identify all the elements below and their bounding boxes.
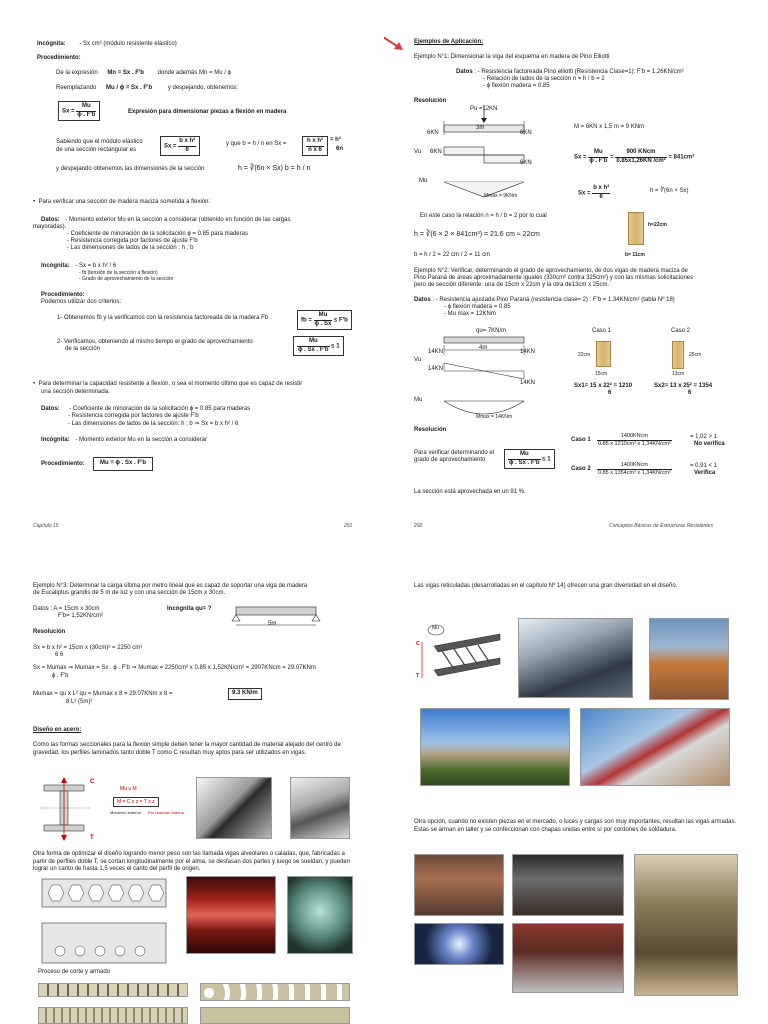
building-photo	[649, 618, 729, 700]
sx-rect-box	[160, 136, 200, 156]
fraction	[597, 433, 672, 448]
cutting-strip-photo-2	[38, 1007, 188, 1024]
caso2-label: Caso 2	[571, 466, 591, 472]
text: - Momento exterior Mu en la sección a considerar	[75, 437, 208, 443]
mmax-label: Mmax = 9KNm	[484, 193, 518, 199]
beam-diagram-2	[424, 333, 574, 423]
caso2-title: Caso 2	[671, 328, 691, 334]
red-arrow-icon	[384, 28, 410, 53]
incognita-text: - Sx cm³ (módulo resistente elástico)	[79, 41, 177, 47]
num: 1400KNcm	[597, 433, 672, 441]
mu-label: Mu	[419, 178, 428, 184]
built-up-girder-photo	[634, 854, 738, 996]
label: Incógnita:	[41, 263, 70, 269]
i-beams-photo	[290, 777, 350, 839]
workshop-photo-2	[512, 854, 624, 916]
text: - Momento exterior Mu en la sección a considerar (obtenido en función de las cargas	[65, 217, 291, 223]
red-truss-canopy-photo	[580, 708, 730, 786]
page-293	[0, 545, 384, 1024]
footer-page-number: 292	[414, 523, 423, 529]
procedimiento-heading: Procedimiento:	[37, 55, 81, 61]
bullet-text: Para verificar una sección de madera maciza sometida a flexión:	[38, 199, 211, 205]
sx-formula-box	[58, 101, 100, 121]
assembled-strip-photo-2	[200, 1007, 350, 1024]
vu2-left: 14KN	[428, 366, 444, 372]
alveolar-beam-photo	[287, 876, 353, 954]
expression-row-2	[56, 85, 238, 93]
datos-1	[41, 217, 290, 225]
sx2-den: 6	[688, 390, 692, 396]
label-ext: Momento exterior	[110, 810, 142, 815]
ejemplo-3a: Ejemplo N°3: Determinar la carga última por metro lineal que es capaz de soportar una viga de madera	[33, 583, 308, 589]
num: b x h²	[178, 138, 196, 147]
result: = 841cm³	[668, 154, 695, 161]
fraction	[508, 451, 541, 467]
datos-area: Datos : A = 15cm x 30cm	[33, 606, 100, 612]
truss-diagram	[414, 618, 504, 698]
h3-box	[302, 136, 328, 156]
procedimiento-2: Procedimiento:	[41, 292, 85, 298]
den: 0.85x1,26KN /cm²	[616, 157, 666, 164]
verificar-a: Para verificar determinando el	[414, 450, 495, 456]
fb-box	[297, 310, 352, 330]
incognita-label: Incógnita:	[37, 41, 66, 47]
criterio-2a: 2- Verificamos, obteniendo al mismo tiempo el grado de aprovechamiento	[57, 339, 253, 345]
reticuladas-intro: Las vigas reticuladas (desarrolladas en el capítulo Nº 14) ofrecen una gran diversidad en el diseño.	[414, 583, 678, 589]
page-292	[384, 0, 768, 540]
den: ϕ . Sx	[314, 320, 332, 327]
h-from: h = ∛(6n × Sx)	[650, 188, 689, 194]
expresion-caption: Expresión para dimensionar piezas a flexión en madera	[128, 109, 287, 115]
fraction	[597, 462, 672, 477]
page-294	[384, 545, 768, 1024]
sx2-line: Sx = Mumax ⇒ Mumax = Sx . ϕ . F'b ⇒ Mumax = 2250cm³ x 0.85 x 1,52KN/cm² = 2907KNcm = 29.07KNm	[33, 665, 316, 671]
caso1-title: Caso 1	[592, 328, 612, 334]
fraction	[314, 312, 333, 328]
truss-label-t: T	[416, 673, 420, 679]
criterio-2b: de la sección	[65, 346, 101, 352]
c1b-label: 15cm	[595, 371, 608, 377]
label-m: M = C x z = T x z	[113, 797, 159, 807]
proc3-formula-box: Mu = ϕ . Sx . F'b	[93, 457, 153, 471]
sx-label: Sx =	[164, 143, 177, 150]
procedimiento-2-sub: Podemos utilizar dos criterios:	[41, 299, 122, 305]
sx1-formula: Sx1= 15 x 22² = 1210	[574, 383, 633, 389]
den: ϕ . F'b	[589, 157, 608, 164]
d3c: - Las dimensiones de lados de la sección: h ; b ⇒ Sx = b x h² / 6	[68, 421, 239, 427]
num: 900 KNcm	[615, 149, 666, 158]
reaction-right: 6KN	[520, 130, 532, 136]
fraction	[588, 149, 608, 165]
den: 0.85 x 1354cm³ x 1,34KN/cm²	[598, 469, 671, 476]
le: ≤ F'b	[334, 317, 348, 324]
label: Datos	[414, 297, 431, 303]
le: ≤ 1	[542, 456, 551, 463]
ejemplos-title: Ejemplos de Aplicación:	[414, 39, 484, 45]
num: b x h²	[592, 185, 610, 194]
wood-section-caso1	[596, 341, 611, 367]
truss-label-mu: Mu	[432, 625, 439, 631]
text: y despejando, obtenemos:	[167, 85, 239, 91]
m-calc: M = 6KN x 1,5 m = 9 KNm	[574, 124, 645, 130]
despejando-text: y despejando obtenemos las dimensiones de la sección	[56, 166, 205, 172]
d3: - ϕ flexión madera = 0.85	[483, 83, 550, 89]
i-beam-diagram	[38, 777, 98, 847]
assembled-strip-photo-1	[200, 983, 350, 1001]
truss-label-c: C	[416, 641, 420, 647]
vu-label: Vu	[414, 149, 422, 155]
sx2-line-den: ϕ . F'b	[52, 673, 69, 679]
sx1-den: 6	[608, 390, 612, 396]
bullet-text: Para determinar la capacidad resistente a flexión, o sea el momento último que es capaz de resistir	[38, 381, 303, 387]
station-photo	[420, 708, 570, 786]
text: - Coeficiente de minoración de la solicitación ϕ = 0.85 para maderas	[69, 406, 251, 412]
wood-section-caso2	[672, 341, 684, 369]
sx-bh	[578, 185, 610, 201]
incognita-grado: - Grado de aprovechamiento de la sección	[79, 276, 174, 282]
caso2-verdict: Verifica	[694, 470, 716, 476]
den: ϕ . F'b	[77, 111, 96, 118]
vu2-right: 14KN	[520, 380, 536, 386]
label-c: C	[90, 779, 95, 785]
ejemplo-2b: Pino Paraná de áreas aproximadamente iguales (330cm² contra 325cm²) y con las mismas solicitaciones	[414, 275, 694, 281]
den: n x 6	[308, 146, 322, 153]
incognita-qu: Incógnita qu= ?	[167, 606, 212, 612]
footer-book-title: Conceptos Básicos de Estructuras Resistentes	[609, 523, 713, 529]
mu-line: Mumax = qu x L² qu = Mumax x 8 = 29.07KNm x 8 =	[33, 691, 173, 697]
caso2-fraction	[597, 462, 672, 477]
grado-box	[293, 336, 344, 356]
bullet-dot: •	[33, 381, 39, 387]
num: Mu	[297, 338, 330, 347]
vu-left: 6KN	[430, 149, 442, 155]
c1h-label: 22cm	[578, 352, 591, 358]
grado-box-2	[504, 449, 555, 469]
steel-profiles-photo	[196, 777, 272, 839]
text: De la expresión	[56, 70, 98, 76]
formula: Mu / ϕ = Sx . F'b	[106, 85, 153, 91]
h3-den: 6n	[336, 146, 344, 152]
num: 1400KNcm	[597, 462, 672, 470]
text: : - Resistencia factoreada Pino elliotti (Resistencia Clase=1): F'b = 1,26KN/cm²	[474, 69, 684, 75]
conclusion: La sección está aprovechada en un 91 %.	[414, 489, 526, 495]
caso1-fraction	[597, 433, 672, 448]
span3-label: 5m	[268, 621, 277, 627]
lhs: Sx =	[578, 190, 591, 197]
span-label: 3m	[476, 125, 485, 131]
label: Procedimiento:	[41, 461, 85, 467]
fraction	[306, 138, 324, 154]
caso1-label: Caso 1	[571, 437, 591, 443]
r2-left: 14KN	[428, 349, 444, 355]
den: 0.85 x 1210cm³ x 1,34KN/cm²	[598, 440, 671, 447]
vu-right: 6KN	[520, 160, 532, 166]
h22-label: h=22cm	[648, 222, 667, 228]
fraction	[592, 185, 610, 201]
b-result: b = h / 2 = 22 cm / 2 = 11 cm	[414, 252, 491, 258]
reaction-left: 6KN	[427, 130, 439, 136]
caso1-result: = 1,02 > 1	[690, 434, 718, 440]
sx2-formula: Sx2= 13 x 25² = 1354	[654, 383, 713, 389]
pu-label: Pu =12KN	[470, 106, 498, 112]
welded-plates-photo	[512, 923, 624, 993]
mu2-label: Mu	[414, 397, 423, 403]
page-291	[0, 0, 384, 540]
h-formula: h = ∛(6n × Sx) b = h / n	[238, 165, 311, 172]
resolucion-3: Resolución	[33, 629, 66, 635]
mmax2-label: Mmax = 14KNm	[476, 414, 512, 420]
formula: Mn = Sx . F'b	[107, 70, 144, 76]
fraction	[178, 138, 196, 154]
datos-4: - Las dimensiones de lados de la sección : h ; b	[67, 245, 194, 251]
den: 6	[599, 193, 603, 200]
num: Mu	[508, 451, 541, 460]
b11-label: b= 11cm	[625, 252, 645, 258]
num: Mu	[588, 149, 608, 158]
r2-right: 14KN	[520, 349, 536, 355]
red-cut-beams-photo	[186, 876, 276, 954]
sabiendo-line-2: de una sección rectangular es	[56, 147, 137, 153]
y-que-text: y que b = h / n en Sx =	[226, 141, 287, 147]
label: fb =	[301, 317, 312, 324]
diseno-acero-title: Diseño en acero:	[33, 727, 82, 733]
vigas-armadas-paragraph: Otra opción, cuando no existen piezas en el mercado, o luces y cargas son muy importantes, resultan las vigas armadas. Estas se arman en taller y se confeccionan con chapas unidas entre sí por cordones de soldadura.	[414, 819, 737, 833]
incognita-row	[37, 41, 177, 49]
den: ϕ . Sx . F'b	[298, 346, 329, 353]
criterio-1: 1- Obtenemos fb y la verificamos con la resistencia factoreada de la madera Fb	[57, 315, 269, 321]
relacion-text: En este caso la relación n = h / b = 2 por lo cual	[420, 213, 547, 219]
num: h x h²	[306, 138, 324, 147]
datos-fb: F'b= 1,52KN/cm²	[58, 613, 103, 619]
caso1-verdict: No verifica	[694, 441, 725, 447]
caso2-result: = 0,91 < 1	[690, 463, 718, 469]
bullet-verificar	[33, 199, 210, 207]
cutting-strip-photo-1	[38, 983, 188, 997]
sabiendo-line-1: Sabiendo que el módulo elástico	[56, 139, 143, 145]
ejemplo-1: Ejemplo N°1: Dimensionar la viga del esquema en madera de Pino Elliotti	[414, 54, 610, 60]
footer-chapter: Capítulo 15	[33, 523, 59, 529]
qu-result-box: 9.3 KN/m	[228, 688, 262, 700]
datos-3: - Resistencia corregida por factores de ajuste F'b	[67, 238, 198, 244]
lhs: Sx =	[574, 154, 587, 161]
incognita-3	[41, 437, 207, 445]
bullet-capacidad	[33, 381, 302, 389]
sx-line-den: 6 6	[55, 652, 64, 658]
num: Mu	[314, 312, 333, 321]
c2b-label: 13cm	[672, 371, 685, 377]
welding-photo	[414, 923, 504, 965]
beam-diagram-3	[232, 605, 322, 631]
label-t: T	[90, 835, 94, 841]
label: Datos:	[41, 217, 60, 223]
label-int: Por reacción interna	[148, 810, 184, 815]
label: Datos	[456, 69, 473, 75]
den: ϕ . Sx . F'b	[509, 459, 540, 466]
resolucion-2: Resolución	[414, 427, 447, 433]
fraction	[297, 338, 330, 354]
ejemplo-2a: Ejemplo N°2: Verificar, determinando el grado de aprovechamiento, de dos vigas de madera maciza de	[414, 268, 688, 274]
label: Incógnita:	[41, 437, 70, 443]
resolucion-1: Resolución	[414, 98, 447, 104]
d3b: - Resistencia corregida por factores de ajuste F'b	[68, 413, 199, 419]
text: donde además Mn = Mu / ϕ	[157, 70, 231, 76]
label-mu: Mu ≥ M	[120, 786, 137, 792]
proceso-caption: Proceso de corte y armado	[38, 969, 111, 975]
den: 6	[185, 146, 189, 153]
c2h-label: 25cm	[689, 352, 702, 358]
qu-label: qu= 7KN/m	[476, 328, 507, 334]
truss-svg	[414, 618, 504, 698]
ejemplo-3b: de Eucaliptus grandis de 5 m de luz y con una sección de 15cm x 30cm.	[33, 590, 226, 596]
h-result: h = ∛(6 × 2 × 841cm³) = 21.6 cm ≈ 22cm	[414, 231, 540, 238]
footer-page-number: 291	[344, 523, 353, 529]
fraction	[76, 103, 96, 119]
span2-label: 4m	[479, 345, 488, 351]
sx-calc: Sx = $\frac{Mu}{\phi . F'b}$ = $\frac{\text{900 KNcm}}{\text{0.85x1,26KN /cm²}}$ = 841cm³	[574, 149, 695, 164]
sx-line: Sx = b x h² = 15cm x (30cm)² = 2250 cm³	[33, 645, 143, 651]
text: Reemplazando	[56, 85, 97, 91]
text: - Sx = b x h² / 6	[75, 263, 117, 269]
vu2-label: Vu	[414, 357, 422, 363]
castellated-beam-diagram	[38, 875, 178, 970]
label: Datos:	[41, 406, 60, 412]
h3-result: = h³	[330, 137, 341, 143]
dd2: - ϕ flexión madera = 0.85	[444, 304, 511, 310]
num: Mu	[76, 103, 96, 112]
fraction	[615, 149, 666, 165]
diseno-paragraph: Como las formas seccionales para la flexión simple deben tener la mayor cantidad de material alejado del centro de gravedad, los perfiles laminados tanto doble T como C resultan muy aptos para ser utilizados en vigas.	[33, 742, 341, 756]
sx-label: Sx =	[62, 108, 75, 115]
bullet-dot: •	[33, 199, 39, 205]
expression-row-1	[56, 70, 231, 78]
datos-2: - Coeficiente de minoración de la solicitación ϕ = 0.85 para maderas	[67, 231, 248, 237]
le: ≤ 1	[331, 343, 340, 350]
d2: - Relación de lados de la sección n = h / b = 2	[483, 76, 605, 82]
bullet-capacidad-b: una sección determinada.	[41, 389, 110, 395]
datos-1b: mayoradas).	[33, 224, 67, 230]
procedimiento-3	[41, 461, 85, 469]
roof-truss-photo	[518, 618, 633, 698]
verificar-b: grado de aprovechamiento	[414, 457, 486, 463]
incognita-fb: - fb (tensión de la sección a flexión)	[79, 270, 158, 276]
wood-section-1	[628, 212, 644, 245]
text: : - Resistencia ajustada Pino Paraná (resistencia clase= 2) : F'b = 1.34KN/cm² (tabla Nº 18)	[432, 297, 675, 303]
alveolares-paragraph: Otra forma de optimizar el diseño logrando menor peso son las llamada vigas alveolares o caladas, que, fabricadas a partir de perfiles doble T, se cortan longitudinalmente por el alma, se desfasan dos partes y luego se sueldan, y pueden lograr un canto de hasta 1,5 veces el canto del perfil de origen.	[33, 851, 351, 872]
workshop-photo-1	[414, 854, 504, 916]
ejemplo-2c: pero de sección diferente: una de 15cm x 22cm y la otra de13cm x 25cm.	[414, 282, 610, 288]
mu-line-den: 8 L² (5m)²	[66, 699, 93, 705]
dd3: - Mu max = 12KNm	[444, 311, 496, 317]
